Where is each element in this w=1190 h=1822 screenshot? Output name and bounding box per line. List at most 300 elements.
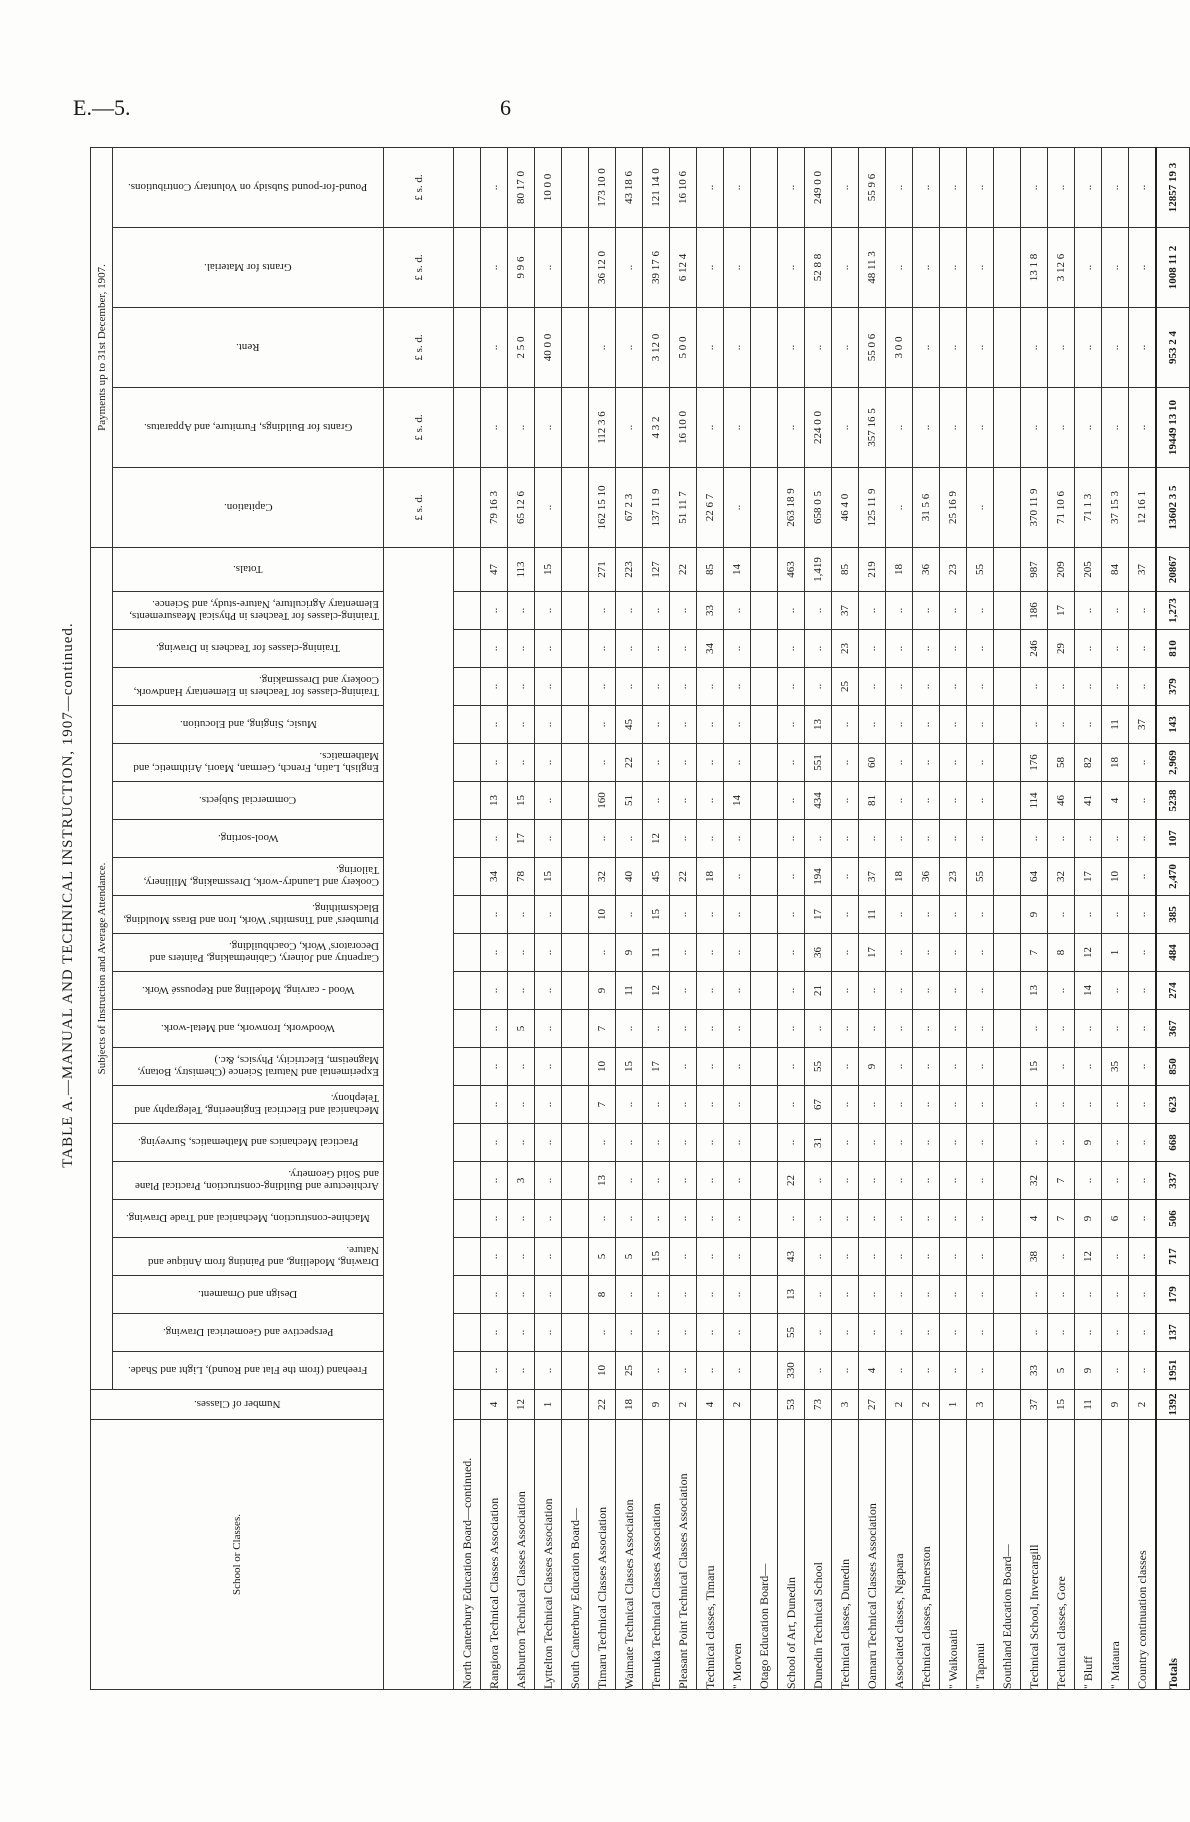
cell-tc-handwork: 25: [832, 668, 859, 706]
cell-music: ..: [1048, 706, 1075, 744]
cell-music: ..: [697, 706, 724, 744]
cell-commercial: [562, 782, 589, 820]
cell-capitation: 25 16 9: [940, 468, 967, 548]
cell-english: 176: [1021, 744, 1048, 782]
cell-architecture: ..: [1075, 1162, 1102, 1200]
table-row: [886, 148, 913, 1690]
cell-wool: [454, 820, 481, 858]
cell-english: 58: [1048, 744, 1075, 782]
cell-mechanics: ..: [1021, 1124, 1048, 1162]
cell-num: 2: [886, 1390, 913, 1420]
cell-architecture: [751, 1162, 778, 1200]
cell-mechanics: ..: [481, 1124, 508, 1162]
cell-drawing: ..: [805, 1238, 832, 1276]
cell-freehand: ..: [1102, 1352, 1129, 1390]
cell-electrical: ..: [481, 1086, 508, 1124]
cell-science: 15: [1021, 1048, 1048, 1086]
technical-instruction-table: [90, 147, 1190, 1690]
cell-perspective: ..: [886, 1314, 913, 1352]
cell-science: ..: [535, 1048, 562, 1086]
cell-cookery: 10: [1102, 858, 1129, 896]
cell-music: ..: [940, 706, 967, 744]
cell-totals: [751, 548, 778, 592]
cell-carpentry: ..: [535, 934, 562, 972]
cell-tc-handwork: [562, 668, 589, 706]
cell-buildings: ..: [940, 388, 967, 468]
cell-drawing: 12: [1075, 1238, 1102, 1276]
cell-electrical: 623: [1156, 1086, 1190, 1124]
cell-freehand: ..: [697, 1352, 724, 1390]
cell-cookery: 34: [481, 858, 508, 896]
table-row: [1102, 148, 1129, 1690]
cell-woodwork: [994, 1010, 1021, 1048]
cell-rent: [751, 308, 778, 388]
cell-poundforpound: [454, 148, 481, 228]
cell-carpentry: ..: [778, 934, 805, 972]
cell-school: Southland Education Board—: [994, 1420, 1021, 1690]
cell-cookery: 22: [670, 858, 697, 896]
cell-material: 1008 11 2: [1156, 228, 1190, 308]
cell-architecture: ..: [670, 1162, 697, 1200]
table-row: [535, 148, 562, 1690]
cell-electrical: ..: [616, 1086, 643, 1124]
cell-poundforpound: 12857 19 3: [1156, 148, 1190, 228]
cell-science: [454, 1048, 481, 1086]
header-freehand: Freehand (from the Flat and Round), Light and Shade.: [113, 1352, 384, 1390]
cell-rent: ..: [697, 308, 724, 388]
cell-school: Otago Education Board—: [751, 1420, 778, 1690]
cell-tc-handwork: ..: [805, 668, 832, 706]
cell-tc-handwork: 379: [1156, 668, 1190, 706]
cell-capitation: [751, 468, 778, 548]
cell-freehand: 5: [1048, 1352, 1075, 1390]
cell-carving: ..: [535, 972, 562, 1010]
cell-mechanics: ..: [1129, 1124, 1156, 1162]
cell-mechanics: ..: [616, 1124, 643, 1162]
cell-electrical: ..: [535, 1086, 562, 1124]
cell-drawing: 38: [1021, 1238, 1048, 1276]
cell-english: ..: [832, 744, 859, 782]
cell-commercial: 51: [616, 782, 643, 820]
cell-tc-drawing: ..: [967, 630, 994, 668]
header-architecture: Architecture and Building-construction, Practical Plane and Solid Geometry.: [113, 1162, 384, 1200]
cell-commercial: 4: [1102, 782, 1129, 820]
cell-rent: 3 12 0: [643, 308, 670, 388]
cell-num: 11: [1075, 1390, 1102, 1420]
cell-carving: ..: [967, 972, 994, 1010]
cell-science: ..: [778, 1048, 805, 1086]
cell-school: " Tapanui: [967, 1420, 994, 1690]
cell-cookery: 32: [589, 858, 616, 896]
cell-tc-drawing: ..: [940, 630, 967, 668]
cell-totals: 223: [616, 548, 643, 592]
header-poundforpound: Pound-for-pound Subsidy on Voluntary Contributions.: [113, 148, 384, 228]
cell-design: 8: [589, 1276, 616, 1314]
cell-carpentry: ..: [589, 934, 616, 972]
cell-tc-drawing: ..: [886, 630, 913, 668]
cell-machine: ..: [697, 1200, 724, 1238]
cell-mechanics: ..: [508, 1124, 535, 1162]
header-wool: Wool-sorting.: [113, 820, 384, 858]
cell-tc-drawing: ..: [724, 630, 751, 668]
cell-design: ..: [508, 1276, 535, 1314]
cell-woodwork: ..: [940, 1010, 967, 1048]
cell-design: ..: [967, 1276, 994, 1314]
cell-woodwork: ..: [616, 1010, 643, 1048]
cell-tc-science: ..: [535, 592, 562, 630]
cell-machine: ..: [1129, 1200, 1156, 1238]
cell-poundforpound: [994, 148, 1021, 228]
unit-label-poundforpound: £ s. d.: [384, 148, 454, 228]
cell-commercial: 160: [589, 782, 616, 820]
cell-buildings: ..: [481, 388, 508, 468]
cell-rent: 953 2 4: [1156, 308, 1190, 388]
cell-tc-science: [994, 592, 1021, 630]
cell-rent: ..: [913, 308, 940, 388]
cell-mechanics: [454, 1124, 481, 1162]
cell-design: ..: [1075, 1276, 1102, 1314]
cell-carpentry: ..: [724, 934, 751, 972]
cell-machine: [751, 1200, 778, 1238]
cell-totals: 987: [1021, 548, 1048, 592]
cell-poundforpound: ..: [913, 148, 940, 228]
cell-carpentry: ..: [832, 934, 859, 972]
cell-buildings: ..: [913, 388, 940, 468]
cell-music: ..: [589, 706, 616, 744]
cell-totals: 47: [481, 548, 508, 592]
cell-rent: 3 0 0: [886, 308, 913, 388]
totals-row: [1156, 148, 1190, 1690]
cell-perspective: ..: [1021, 1314, 1048, 1352]
cell-architecture: ..: [697, 1162, 724, 1200]
cell-electrical: ..: [1048, 1086, 1075, 1124]
cell-commercial: ..: [886, 782, 913, 820]
cell-cookery: 2,470: [1156, 858, 1190, 896]
cell-rent: ..: [805, 308, 832, 388]
unit-label-capitation: £ s. d.: [384, 468, 454, 548]
cell-mechanics: ..: [778, 1124, 805, 1162]
header-buildings: Grants for Buildings, Furniture, and Apparatus.: [113, 388, 384, 468]
cell-capitation: ..: [535, 468, 562, 548]
cell-rent: ..: [589, 308, 616, 388]
cell-material: 48 11 3: [859, 228, 886, 308]
cell-wool: ..: [535, 820, 562, 858]
cell-cookery: [751, 858, 778, 896]
cell-tc-science: 37: [832, 592, 859, 630]
cell-electrical: ..: [859, 1086, 886, 1124]
cell-perspective: ..: [1048, 1314, 1075, 1352]
cell-perspective: [454, 1314, 481, 1352]
cell-freehand: ..: [940, 1352, 967, 1390]
cell-perspective: 137: [1156, 1314, 1190, 1352]
cell-material: ..: [778, 228, 805, 308]
cell-design: [454, 1276, 481, 1314]
cell-tc-handwork: ..: [643, 668, 670, 706]
cell-architecture: ..: [1102, 1162, 1129, 1200]
cell-buildings: 19449 13 10: [1156, 388, 1190, 468]
cell-english: ..: [1129, 744, 1156, 782]
cell-material: [454, 228, 481, 308]
table-row: [751, 148, 778, 1690]
cell-school: Associated classes, Ngapara: [886, 1420, 913, 1690]
cell-school: Technical classes, Gore: [1048, 1420, 1075, 1690]
document-reference: E.—5.: [73, 95, 131, 120]
cell-plumbing: [562, 896, 589, 934]
cell-rent: ..: [1048, 308, 1075, 388]
cell-music: [751, 706, 778, 744]
cell-mechanics: [562, 1124, 589, 1162]
cell-material: ..: [616, 228, 643, 308]
cell-perspective: ..: [1075, 1314, 1102, 1352]
cell-buildings: 357 16 5: [859, 388, 886, 468]
cell-rent: ..: [616, 308, 643, 388]
cell-carpentry: 36: [805, 934, 832, 972]
cell-woodwork: ..: [859, 1010, 886, 1048]
cell-carving: [751, 972, 778, 1010]
cell-english: ..: [535, 744, 562, 782]
cell-tc-science: ..: [1075, 592, 1102, 630]
cell-machine: ..: [724, 1200, 751, 1238]
header-cookery: Cookery and Laundry-work, Dressmaking, Millinery, Tailoring.: [113, 858, 384, 896]
cell-capitation: 46 4 0: [832, 468, 859, 548]
cell-tc-handwork: ..: [589, 668, 616, 706]
cell-capitation: 12 16 1: [1129, 468, 1156, 548]
cell-freehand: [994, 1352, 1021, 1390]
cell-totals: 205: [1075, 548, 1102, 592]
cell-plumbing: 11: [859, 896, 886, 934]
cell-capitation: 79 16 3: [481, 468, 508, 548]
cell-carving: ..: [724, 972, 751, 1010]
cell-drawing: ..: [481, 1238, 508, 1276]
cell-capitation: [994, 468, 1021, 548]
cell-freehand: ..: [535, 1352, 562, 1390]
cell-woodwork: ..: [1021, 1010, 1048, 1048]
cell-freehand: 4: [859, 1352, 886, 1390]
cell-poundforpound: ..: [832, 148, 859, 228]
cell-perspective: ..: [535, 1314, 562, 1352]
cell-tc-handwork: ..: [967, 668, 994, 706]
cell-mechanics: [751, 1124, 778, 1162]
cell-science: ..: [508, 1048, 535, 1086]
cell-drawing: ..: [535, 1238, 562, 1276]
cell-perspective: ..: [805, 1314, 832, 1352]
cell-carving: ..: [697, 972, 724, 1010]
cell-carpentry: 12: [1075, 934, 1102, 972]
cell-machine: ..: [778, 1200, 805, 1238]
cell-drawing: 5: [616, 1238, 643, 1276]
cell-num: 1392: [1156, 1390, 1190, 1420]
cell-rent: 55 0 6: [859, 308, 886, 388]
cell-architecture: [454, 1162, 481, 1200]
cell-design: [751, 1276, 778, 1314]
cell-woodwork: ..: [481, 1010, 508, 1048]
cell-freehand: ..: [832, 1352, 859, 1390]
cell-school: " Morven: [724, 1420, 751, 1690]
cell-design: ..: [616, 1276, 643, 1314]
cell-english: [994, 744, 1021, 782]
cell-freehand: [454, 1352, 481, 1390]
cell-architecture: [994, 1162, 1021, 1200]
cell-machine: ..: [481, 1200, 508, 1238]
cell-poundforpound: ..: [724, 148, 751, 228]
cell-capitation: ..: [967, 468, 994, 548]
cell-carving: ..: [859, 972, 886, 1010]
cell-science: 10: [589, 1048, 616, 1086]
cell-num: 22: [589, 1390, 616, 1420]
cell-architecture: [562, 1162, 589, 1200]
cell-plumbing: ..: [616, 896, 643, 934]
cell-poundforpound: ..: [1021, 148, 1048, 228]
cell-buildings: ..: [1129, 388, 1156, 468]
cell-num: [562, 1390, 589, 1420]
cell-architecture: ..: [481, 1162, 508, 1200]
header-capitation: Capitation.: [113, 468, 384, 548]
cell-carpentry: [751, 934, 778, 972]
cell-plumbing: 15: [643, 896, 670, 934]
cell-school: Rangiora Technical Classes Association: [481, 1420, 508, 1690]
cell-capitation: 37 15 3: [1102, 468, 1129, 548]
cell-science: ..: [1075, 1048, 1102, 1086]
unit-label-rent: £ s. d.: [384, 308, 454, 388]
cell-totals: [562, 548, 589, 592]
cell-machine: ..: [967, 1200, 994, 1238]
cell-material: 9 9 6: [508, 228, 535, 308]
cell-machine: [994, 1200, 1021, 1238]
cell-poundforpound: [562, 148, 589, 228]
cell-cookery: 15: [535, 858, 562, 896]
cell-freehand: 330: [778, 1352, 805, 1390]
cell-rent: ..: [778, 308, 805, 388]
cell-tc-science: 186: [1021, 592, 1048, 630]
cell-tc-drawing: [562, 630, 589, 668]
cell-rent: 40 0 0: [535, 308, 562, 388]
cell-commercial: 46: [1048, 782, 1075, 820]
rotated-table-region: [60, 100, 1180, 1690]
cell-school: Temuka Technical Classes Association: [643, 1420, 670, 1690]
cell-drawing: 43: [778, 1238, 805, 1276]
cell-music: 13: [805, 706, 832, 744]
cell-design: ..: [859, 1276, 886, 1314]
cell-drawing: [751, 1238, 778, 1276]
cell-buildings: 16 10 0: [670, 388, 697, 468]
cell-commercial: ..: [967, 782, 994, 820]
cell-tc-science: ..: [670, 592, 697, 630]
cell-freehand: ..: [670, 1352, 697, 1390]
cell-cookery: ..: [1129, 858, 1156, 896]
cell-woodwork: ..: [697, 1010, 724, 1048]
cell-english: ..: [886, 744, 913, 782]
cell-tc-drawing: ..: [535, 630, 562, 668]
table-row: [1021, 148, 1048, 1690]
cell-tc-drawing: ..: [913, 630, 940, 668]
cell-material: 3 12 6: [1048, 228, 1075, 308]
cell-woodwork: ..: [1075, 1010, 1102, 1048]
cell-drawing: ..: [1129, 1238, 1156, 1276]
cell-buildings: 112 3 6: [589, 388, 616, 468]
cell-carving: 274: [1156, 972, 1190, 1010]
cell-perspective: ..: [832, 1314, 859, 1352]
cell-poundforpound: ..: [481, 148, 508, 228]
cell-capitation: 125 11 9: [859, 468, 886, 548]
cell-design: ..: [886, 1276, 913, 1314]
cell-poundforpound: 55 9 6: [859, 148, 886, 228]
cell-plumbing: ..: [940, 896, 967, 934]
cell-plumbing: ..: [1048, 896, 1075, 934]
cell-science: ..: [967, 1048, 994, 1086]
cell-capitation: 263 18 9: [778, 468, 805, 548]
unit-spacer: [384, 548, 454, 1690]
cell-material: [562, 228, 589, 308]
cell-machine: 6: [1102, 1200, 1129, 1238]
cell-carpentry: [562, 934, 589, 972]
cell-rent: ..: [724, 308, 751, 388]
cell-drawing: 717: [1156, 1238, 1190, 1276]
cell-school: Technical classes, Dunedin: [832, 1420, 859, 1690]
cell-woodwork: ..: [670, 1010, 697, 1048]
cell-drawing: ..: [697, 1238, 724, 1276]
cell-english: ..: [940, 744, 967, 782]
cell-plumbing: ..: [697, 896, 724, 934]
header-tc-drawing: Training-classes for Teachers in Drawing.: [113, 630, 384, 668]
cell-science: ..: [1048, 1048, 1075, 1086]
cell-freehand: 33: [1021, 1352, 1048, 1390]
cell-science: 35: [1102, 1048, 1129, 1086]
cell-design: ..: [832, 1276, 859, 1314]
cell-architecture: ..: [1129, 1162, 1156, 1200]
cell-electrical: ..: [1075, 1086, 1102, 1124]
cell-perspective: ..: [724, 1314, 751, 1352]
cell-rent: 2 5 0: [508, 308, 535, 388]
cell-electrical: ..: [1102, 1086, 1129, 1124]
cell-english: [562, 744, 589, 782]
cell-freehand: 10: [589, 1352, 616, 1390]
cell-tc-handwork: [751, 668, 778, 706]
cell-plumbing: ..: [724, 896, 751, 934]
cell-freehand: ..: [643, 1352, 670, 1390]
cell-carving: 14: [1075, 972, 1102, 1010]
cell-buildings: 4 3 2: [643, 388, 670, 468]
header-num-classes: Number of Classes.: [91, 1390, 384, 1420]
cell-poundforpound: 16 10 6: [670, 148, 697, 228]
cell-commercial: 114: [1021, 782, 1048, 820]
cell-architecture: ..: [859, 1162, 886, 1200]
cell-num: 2: [724, 1390, 751, 1420]
cell-capitation: 658 0 5: [805, 468, 832, 548]
cell-electrical: ..: [967, 1086, 994, 1124]
cell-tc-handwork: ..: [778, 668, 805, 706]
cell-tc-drawing: 810: [1156, 630, 1190, 668]
cell-architecture: ..: [805, 1162, 832, 1200]
cell-poundforpound: ..: [940, 148, 967, 228]
table-row: [913, 148, 940, 1690]
cell-tc-handwork: ..: [724, 668, 751, 706]
cell-perspective: ..: [481, 1314, 508, 1352]
cell-poundforpound: ..: [1048, 148, 1075, 228]
cell-tc-drawing: ..: [778, 630, 805, 668]
cell-material: ..: [832, 228, 859, 308]
cell-design: ..: [643, 1276, 670, 1314]
header-plumbing: Plumbers' and Tinsmiths' Work, Iron and Brass Moulding, Blacksmithing.: [113, 896, 384, 934]
cell-machine: ..: [508, 1200, 535, 1238]
cell-music: ..: [913, 706, 940, 744]
cell-science: ..: [481, 1048, 508, 1086]
cell-electrical: 7: [589, 1086, 616, 1124]
cell-buildings: ..: [1021, 388, 1048, 468]
cell-science: [994, 1048, 1021, 1086]
cell-cookery: 18: [697, 858, 724, 896]
table-row: [643, 148, 670, 1690]
cell-material: ..: [940, 228, 967, 308]
